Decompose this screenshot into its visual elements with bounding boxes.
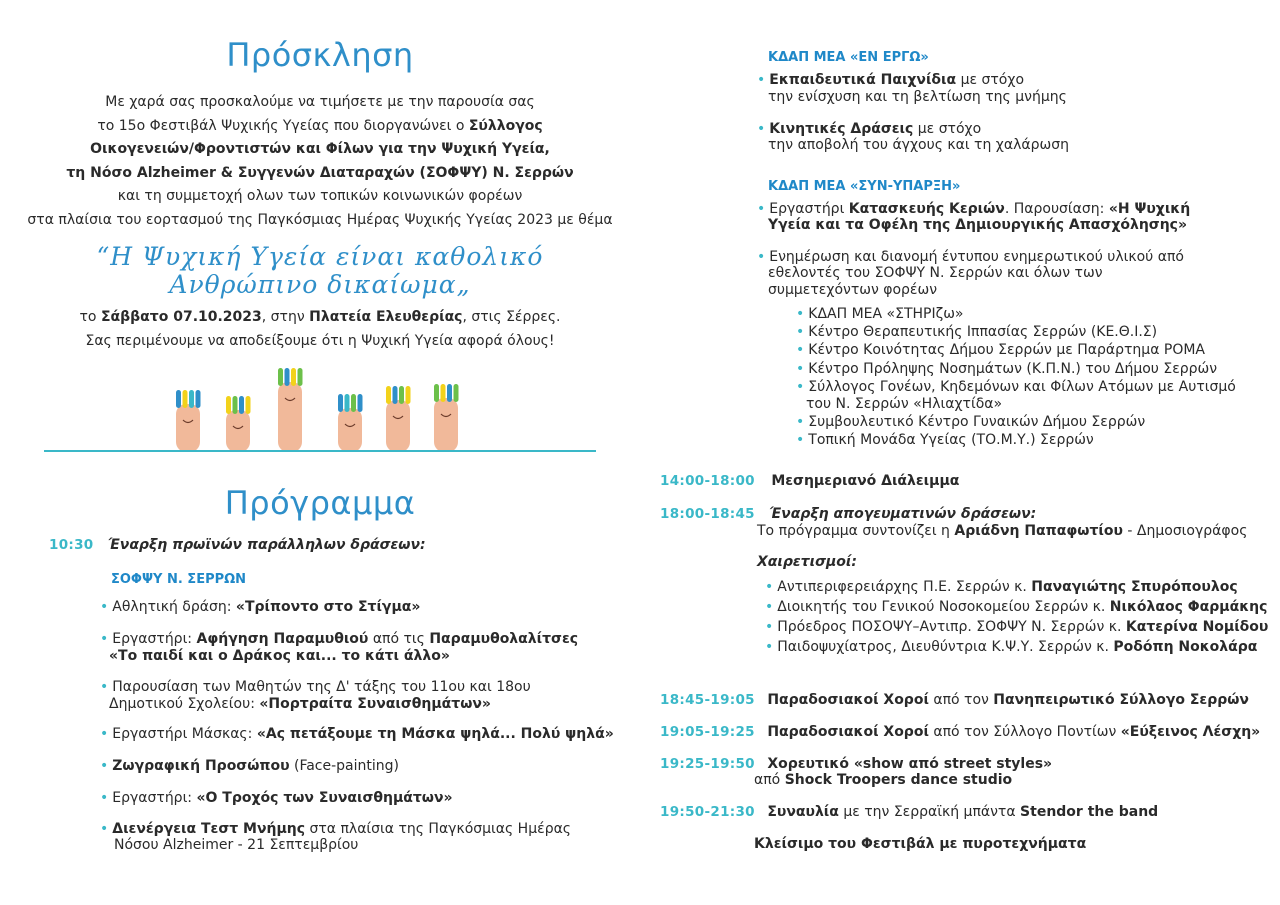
list-item: • Κινητικές Δράσεις με στόχο — [757, 121, 982, 137]
program-page: Πρόσκληση Με χαρά σας προσκαλούμε να τιμήσετε με την παρουσία σας το 15ο Φεστιβάλ Ψυχικής Υγείας που διοργανώνει ο Σύλλογος Οικογενειών/Φροντιστών και Φίλων για την Ψυχική Υγεία, τη Νόσο Alzheimer & Συγγενών Διαταραχών (ΣΟΦΨΥ) Ν. Σερρών και τη συμμετοχή ολων των τοπικών κοινωνικών φορέων στα πλαίσια του εορτασμού της Παγκόσμιας Ημέρας Ψυχικής Υγείας 2023 με θέμα “Η Ψυχική Υγεία είναι καθολικό Ανθρώπινο δικαίωμα„ το Σάββατο 07.10.2023, στην Πλατεία Ελευθερίας, στις Σέρρες. Σας περιμένουμε να αποδείξουμε ότι η Ψυχική Υγεία αφορά όλους! Πρόγραμμα 10:30 Έναρξη πρωϊνών παράλληλων δράσεων: ΣΟΦΨΥ Ν. ΣΕΡΡΩΝ • Αθλητική δράση: «Τρίποντο στο Στίγμα» • Εργαστήρι: Αφήγηση Παραμυθιού από τις Παραμυθολαλίτσες «Το παιδί και ο Δράκος και... το κάτι άλλο» • Παρουσίαση των Μαθητών της Δ' τάξης του 11ου και 18ου Δημοτικού Σχολείου: «Πορτραίτα Συναισθημάτων» • Εργαστήρι Μάσκας: «Ας πετάξουμε τη Μάσκα ψηλά... Πολύ ψηλά» • Ζωγραφική Προσώπου (Face-painting) • Εργαστήρι: «Ο Τροχός των Συναισθημάτων» • Διενέργεια Τεστ Μνήμης στα πλαίσια της Παγκόσμιας Ημέρας Νόσου Alzheimer - 21 Σεπτεμβρίου ΚΔΑΠ ΜΕΑ «ΕΝ ΕΡΓΩ» • Εκπαιδευτικά Παιχνίδια με στόχο την ενίσχυση και τη βελτίωση της μνήμης • Κινητικές Δράσεις με στόχο την αποβολή του άγχους και τη χαλάρωση ΚΔΑΠ ΜΕΑ «ΣΥΝ-ΥΠΑΡΞΗ» • Εργαστήρι Κατασκευής Κεριών. Παρουσίαση: «Η Ψυχική Υγεία και τα Οφέλη της Δημιουργικής Απασχόλησης» • Ενημέρωση και διανομή έντυπου ενημερωτικού υλικού από εθελοντές του ΣΟΦΨΥ Ν. Σερρών και όλων των συμμετεχόντων φορέων • ΚΔΑΠ ΜΕΑ «ΣΤΗΡΙζω» • Κέντρο Θεραπευτικής Ιππασίας Σερρών (ΚΕ.Θ.Ι.Σ) • Κέντρο Κοινότητας Δήμου Σερρών με Παράρτημα ΡΟΜΑ • Κέντρο Πρόληψης Νοσημάτων (Κ.Π.Ν.) του Δήμου Σερρών • Σύλλογος Γονέων, Κηδεμόνων και Φίλων Ατόμων με Αυτισμό του Ν. Σερρών «Ηλιαχτίδα» • Συμβουλευτικό Κέντρο Γυναικών Δήμου Σερρών • Τοπική Μονάδα Υγείας (ΤΟ.Μ.Υ.) Σερρών 14:00-18:00 Μεσημεριανό Διάλειμμα 18:00-18:45 Έναρξη απογευματινών δράσεων: Το πρόγραμμα συντονίζει η Αριάδνη Παπαφωτίου - Δημοσιογράφος Χαιρετισμοί: • Αντιπεριφερειάρχης Π.Ε. Σερρών κ. Παναγιώτης Σπυρόπουλος • Διοικητής του Γενικού Νοσοκομείου Σερρών κ. Νικόλαος Φαρμάκης • Πρόεδρος ΠΟΣΟΨΥ–Αντιπρ. ΣΟΦΨΥ Ν. Σερρών κ. Κατερίνα Νομίδου • Παιδοψυχίατρος, Διευθύντρια Κ.Ψ.Υ. Σερρών κ. Ροδόπη Νοκολάρα 18:45-19:05 Παραδοσιακοί Χοροί από τον Πανηπειρωτικό Σύλλογο Σερρών 19:05-19:25 Παραδοσιακοί Χοροί από τον Σύλλογο Ποντίων «Εύξεινος Λέσχη» 19:25-19:50 Χορευτικό «show από street styles» από Shock Troopers dance studio 19:50-21:30 Συναυλία με την Σερραϊκή μπάντα Stendor the band Κλείσιμο του Φεστιβάλ με πυροτεχνήματα — [0, 0, 1280, 905]
schedule-event: 19:50-21:30 Συναυλία με την Σερραϊκή μπάντα Stendor the band — [660, 804, 1159, 820]
invitation-line: και τη συμμετοχή ολων των τοπικών κοινωνικών φορέων — [117, 188, 523, 204]
morning-start — [49, 537, 426, 554]
greeting-item: • Αντιπεριφερειάρχης Π.Ε. Σερρών κ. Παναγιώτης Σπυρόπουλος — [765, 579, 1238, 595]
hand-mark — [338, 394, 363, 452]
theme-line-2: Ανθρώπινο δικαίωμα„ — [169, 270, 471, 299]
invitation-text — [0, 91, 640, 232]
list-item: • Ζωγραφική Προσώπου (Face-painting) — [100, 758, 399, 774]
body-item: • Τοπική Μονάδα Υγείας (ΤΟ.Μ.Υ.) Σερρών — [796, 432, 1094, 448]
greeting-item: • Διοικητής του Γενικού Νοσοκομείου Σερρών κ. Νικόλαος Φαρμάκης — [765, 599, 1268, 615]
list-item-cont: συμμετεχόντων φορέων — [768, 282, 938, 298]
list-item: • Αθλητική δράση: «Τρίποντο στο Στίγμα» — [100, 599, 421, 615]
hand-mark — [176, 390, 201, 452]
hand-mark — [386, 386, 411, 452]
schedule-break: 14:00-18:00 Μεσημεριανό Διάλειμμα — [660, 473, 960, 489]
list-item: • Εργαστήρι: «Ο Τροχός των Συναισθημάτων» — [100, 790, 453, 806]
list-item-cont: την αποβολή του άγχους και τη χαλάρωση — [768, 137, 1069, 153]
body-item: • Συμβουλευτικό Κέντρο Γυναικών Δήμου Σερρών — [796, 414, 1146, 430]
greeting-item: • Πρόεδρος ΠΟΣΟΨΥ–Αντιπρ. ΣΟΦΨΥ Ν. Σερρών κ. Κατερίνα Νομίδου — [765, 619, 1269, 635]
body-item: • Σύλλογος Γονέων, Κηδεμόνων και Φίλων Ατόμων με Αυτισμό — [796, 379, 1236, 395]
schedule-event-cont: από Shock Troopers dance studio — [754, 772, 1013, 788]
closing-event: Κλείσιμο του Φεστιβάλ με πυροτεχνήματα — [754, 836, 1087, 852]
body-item: • ΚΔΑΠ ΜΕΑ «ΣΤΗΡΙζω» — [796, 306, 964, 322]
theme-quote — [0, 243, 640, 299]
org-heading: ΣΟΦΨΥ Ν. ΣΕΡΡΩΝ — [111, 572, 247, 587]
list-item: • Εκπαιδευτικά Παιχνίδια με στόχο — [757, 72, 1025, 88]
closing-line: Σας περιμένουμε να αποδείξουμε ότι η Ψυχική Υγεία αφορά όλους! — [85, 332, 555, 349]
greetings-heading: Χαιρετισμοί: — [757, 554, 857, 570]
kdap-erga-heading: ΚΔΑΠ ΜΕΑ «ΕΝ ΕΡΓΩ» — [768, 50, 929, 65]
schedule-event: 18:45-19:05 Παραδοσιακοί Χοροί από τον Πανηπειρωτικό Σύλλογο Σερρών — [660, 692, 1249, 708]
schedule-event: 19:05-19:25 Παραδοσιακοί Χοροί από τον Σύλλογο Ποντίων «Εύξεινος Λέσχη» — [660, 724, 1261, 740]
invitation-line: το 15ο Φεστιβάλ Ψυχικής Υγείας που διοργανώνει ο Σύλλογος — [97, 117, 543, 134]
hand-mark — [434, 384, 459, 452]
hand-mark — [226, 396, 251, 452]
invitation-line: τη Νόσο Alzheimer & Συγγενών Διαταραχών (ΣΟΦΨΥ) Ν. Σερρών — [66, 164, 574, 181]
program-title: Πρόγραμμα — [224, 484, 416, 522]
body-item: • Κέντρο Πρόληψης Νοσημάτων (Κ.Π.Ν.) του Δήμου Σερρών — [796, 361, 1218, 377]
body-item-cont: του Ν. Σερρών «Ηλιαχτίδα» — [806, 396, 1003, 412]
schedule-afternoon: 18:00-18:45 Έναρξη απογευματινών δράσεων: — [660, 506, 1037, 522]
morning-time: 10:30 — [49, 537, 94, 553]
theme-line-1: “Η Ψυχική Υγεία είναι καθολικό — [96, 242, 544, 271]
invitation-title: Πρόσκληση — [226, 36, 414, 74]
list-item: • Διενέργεια Τεστ Μνήμης στα πλαίσια της Παγκόσμιας Ημέρας — [100, 821, 572, 837]
invitation-line: Με χαρά σας προσκαλούμε να τιμήσετε με την παρουσία σας — [105, 94, 535, 110]
schedule-event: 19:25-19:50 Χορευτικό «show από street styles» — [660, 756, 1053, 772]
invitation-line: Οικογενειών/Φροντιστών και Φίλων για την Ψυχική Υγεία, — [90, 141, 550, 157]
morning-title: Έναρξη πρωϊνών παράλληλων δράσεων: — [107, 537, 426, 553]
list-item: • Εργαστήρι Κατασκευής Κεριών. Παρουσίαση: «Η Ψυχική — [757, 201, 1191, 217]
invitation-line: στα πλαίσια του εορτασμού της Παγκόσμιας Ημέρας Ψυχικής Υγείας 2023 με θέμα — [27, 211, 613, 228]
greeting-item: • Παιδοψυχίατρος, Διευθύντρια Κ.Ψ.Υ. Σερρών κ. Ροδόπη Νοκολάρα — [765, 639, 1258, 655]
hands-illustration — [160, 356, 480, 452]
kdap-syn-heading: ΚΔΑΠ ΜΕΑ «ΣΥΝ-ΥΠΑΡΞΗ» — [768, 179, 961, 194]
hand-mark — [278, 368, 303, 452]
list-item-cont: την ενίσχυση και τη βελτίωση της μνήμης — [768, 89, 1067, 105]
list-item-cont: εθελοντές του ΣΟΦΨΥ Ν. Σερρών και όλων των — [768, 265, 1103, 281]
divider — [44, 450, 596, 452]
coordinator-line: Το πρόγραμμα συντονίζει η Αριάδνη Παπαφωτίου - Δημοσιογράφος — [757, 523, 1248, 539]
list-item: • Ενημέρωση και διανομή έντυπου ενημερωτικού υλικού από — [757, 249, 1184, 265]
body-item: • Κέντρο Θεραπευτικής Ιππασίας Σερρών (ΚΕ.Θ.Ι.Σ) — [796, 324, 1158, 340]
body-item: • Κέντρο Κοινότητας Δήμου Σερρών με Παράρτημα ΡΟΜΑ — [796, 342, 1206, 358]
list-item: • Εργαστήρι Μάσκας: «Ας πετάξουμε τη Μάσκα ψηλά... Πολύ ψηλά» — [100, 726, 614, 742]
event-date: το Σάββατο 07.10.2023, στην Πλατεία Ελευθερίας, στις Σέρρες. Σας περιμένουμε να αποδείξουμε ότι η Ψυχική Υγεία αφορά όλους! — [0, 306, 640, 353]
list-item: • Παρουσίαση των Μαθητών της Δ' τάξης του 11ου και 18ου — [100, 679, 531, 695]
list-item: • Εργαστήρι: Αφήγηση Παραμυθιού από τις Παραμυθολαλίτσες — [100, 631, 579, 647]
